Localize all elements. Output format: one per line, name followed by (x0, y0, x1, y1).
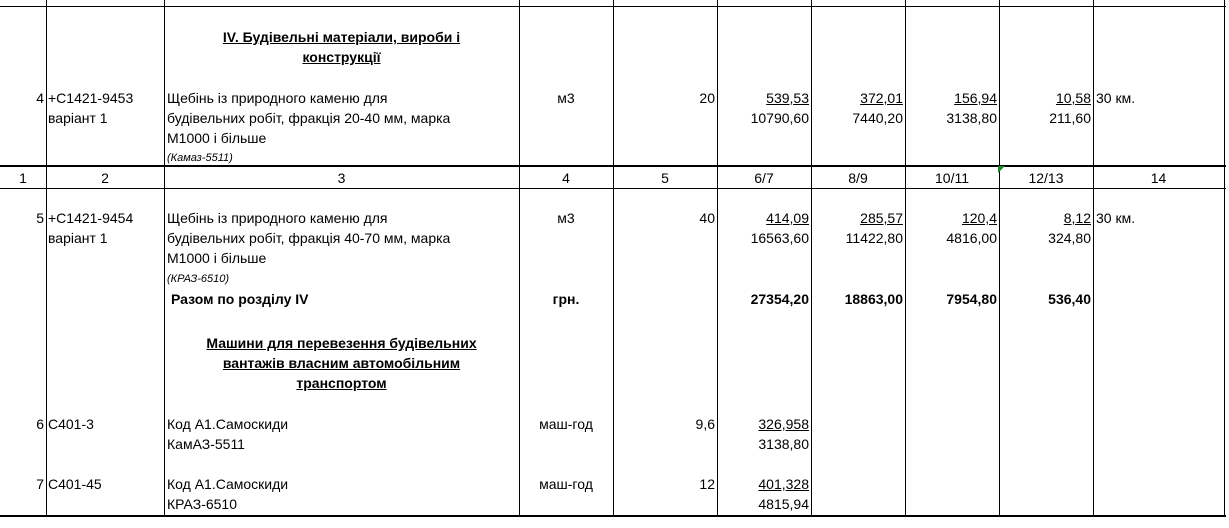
section-total-value: 27354,20 (750, 291, 809, 307)
row-value: 539,53 (766, 90, 809, 106)
row-description: Код А1.Самоскиди (167, 476, 289, 492)
row-description: М1000 і більше (167, 250, 267, 266)
column-number: 12/13 (1028, 170, 1064, 186)
row-value: 372,01 (860, 90, 903, 106)
row-description: Щебінь із природного каменю для (167, 90, 388, 106)
row-value: 10,58 (1055, 90, 1091, 106)
row-vehicle: (Камаз-5511) (167, 152, 233, 164)
row-unit: м3 (557, 210, 575, 226)
row-value: 8,12 (1063, 210, 1091, 226)
column-number: 10/11 (935, 170, 969, 186)
section-total-unit: грн. (552, 291, 580, 307)
row-description: будівельних робіт, фракція 20-40 мм, марка (167, 110, 451, 126)
row-number: 5 (36, 210, 44, 226)
row-vehicle: (КРАЗ-6510) (167, 273, 230, 285)
column-number: 4 (562, 170, 570, 186)
column-number: 3 (337, 170, 346, 186)
row-description: КамАЗ-5511 (167, 436, 245, 452)
column-number: 6/7 (754, 170, 774, 186)
col-border (46, 0, 47, 517)
row-value: 401,328 (758, 476, 809, 492)
col-border (905, 0, 906, 517)
row-value: 156,94 (954, 90, 997, 106)
row-description: КРАЗ-6510 (167, 496, 237, 512)
row-value: 285,57 (860, 210, 903, 226)
row-description: Щебінь із природного каменю для (167, 210, 388, 226)
row-quantity: 20 (699, 90, 715, 106)
row-value: 16563,60 (750, 230, 809, 246)
section-total-label: Разом по розділу IV (171, 291, 309, 307)
row-value: 326,958 (758, 416, 809, 432)
column-number: 1 (19, 170, 27, 186)
row-code: +С1421-9453 (48, 90, 134, 106)
col-border (811, 0, 812, 517)
row-value: 120,4 (961, 210, 997, 226)
col-border (999, 0, 1000, 517)
row-number: 7 (36, 476, 44, 492)
row-value: 7440,20 (852, 110, 903, 126)
column-number: 5 (661, 170, 669, 186)
row-distance: 30 км. (1096, 210, 1136, 226)
row-unit: маш-год (539, 476, 593, 492)
row-number: 4 (36, 90, 44, 106)
row-value: 211,60 (1049, 110, 1091, 126)
row-distance: 30 км. (1096, 90, 1136, 106)
row-description: М1000 і більше (167, 130, 267, 146)
row-value: 10790,60 (750, 110, 809, 126)
section-total-value: 18863,00 (844, 291, 903, 307)
row-value: 414,09 (766, 210, 809, 226)
row-number: 6 (36, 416, 44, 432)
row-code: +С1421-9454 (48, 210, 134, 226)
row-quantity: 40 (699, 210, 715, 226)
row-value: 4816,00 (946, 230, 997, 246)
column-number: 2 (101, 170, 109, 186)
section-iv-title: IV. Будівельні матеріали, вироби і (222, 29, 461, 45)
machines-section-title: транспортом (296, 375, 387, 391)
row-value: 3138,80 (758, 436, 809, 452)
row-quantity: 9,6 (695, 416, 715, 432)
col-border (1093, 0, 1094, 517)
row-unit: маш-год (539, 416, 593, 432)
col-border (613, 0, 614, 517)
row-code: С401-45 (48, 476, 102, 492)
machines-section-title: вантажів власним автомобільним (222, 355, 461, 371)
col-border (164, 0, 165, 517)
row-description: будівельних робіт, фракція 40-70 мм, марка (167, 230, 451, 246)
section-total-value: 7954,80 (946, 291, 997, 307)
section-iv-title: конструкції (302, 49, 381, 65)
column-number: 8/9 (848, 170, 868, 186)
row-code: С401-3 (48, 416, 94, 432)
row-quantity: 12 (699, 476, 715, 492)
col-border (1224, 0, 1225, 517)
row-value: 4815,94 (758, 496, 809, 512)
row-code-variant: варіант 1 (48, 230, 108, 246)
row-value: 11422,80 (845, 230, 903, 246)
row-value: 324,80 (1048, 230, 1091, 246)
section-total-value: 536,40 (1048, 291, 1091, 307)
row-description: Код А1.Самоскиди (167, 416, 289, 432)
col-border (519, 0, 520, 517)
row-value: 3138,80 (946, 110, 997, 126)
column-number: 14 (1150, 170, 1167, 186)
row-code-variant: варіант 1 (48, 110, 108, 126)
machines-section-title: Машини для перевезення будівельних (206, 335, 477, 351)
row-unit: м3 (557, 90, 575, 106)
